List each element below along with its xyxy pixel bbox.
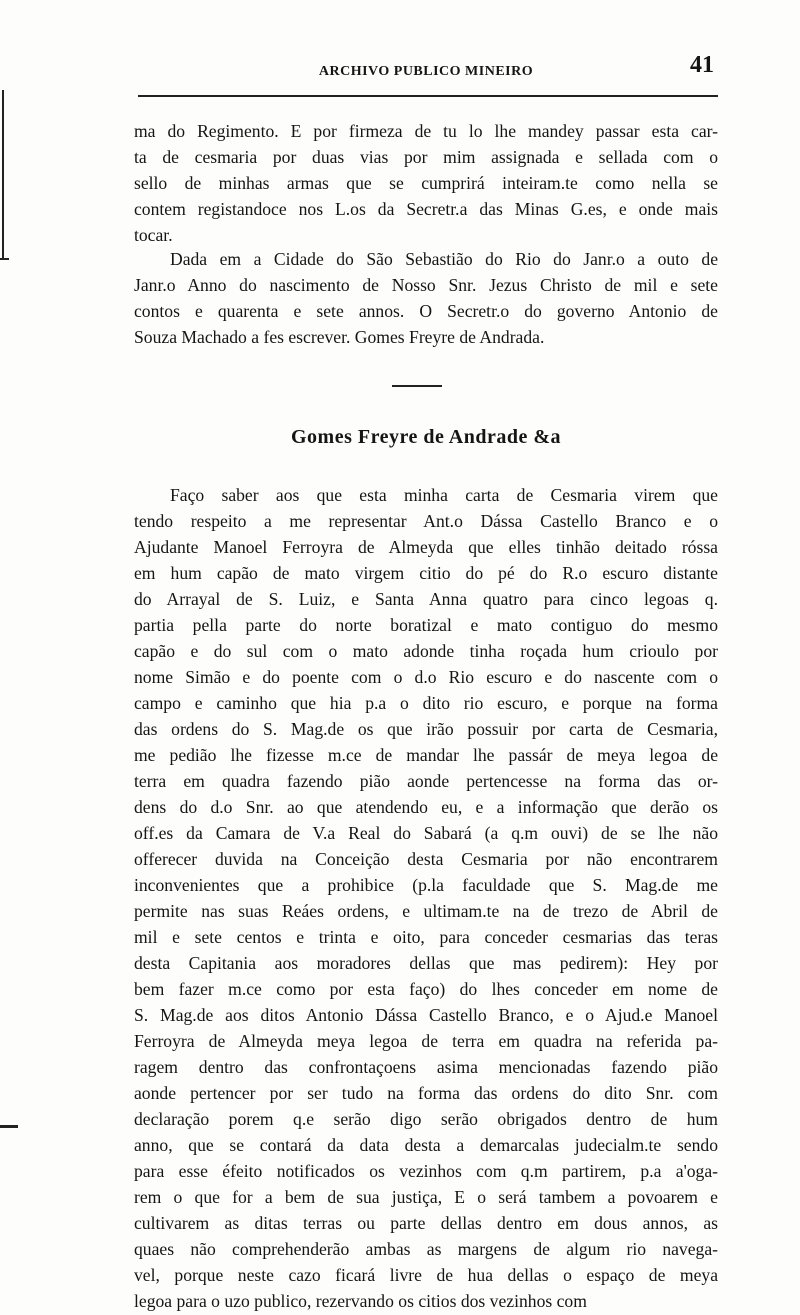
text-line: declaração porem q.e serão digo serão obrigados dentro de hum <box>134 1109 718 1129</box>
margin-tick <box>0 258 9 260</box>
text-line: tocar. <box>134 225 173 245</box>
text-line: rem o que for a bem de sua justiça, E o será tambem a povoarem e <box>134 1187 718 1207</box>
text-line: Dada em a Cidade do São Sebastião do Rio do Janr.o a outo de <box>170 249 718 269</box>
text-line: dens do d.o Snr. ao que atendendo eu, e a informação que derão os <box>134 797 718 817</box>
text-line: Faço saber aos que esta minha carta de Cesmaria virem que <box>170 485 718 505</box>
text-line: Ferroyra de Almeyda meya legoa de terra em quadra na referida pa- <box>134 1031 718 1051</box>
text-line: vel, porque neste cazo ficará livre de hua dellas o espaço de meya <box>134 1265 718 1285</box>
text-line: anno, que se contará da data desta a demarcalas judecialm.te sendo <box>134 1135 718 1155</box>
paragraph-continuation <box>134 118 718 248</box>
text-line: campo e caminho que hia p.a o dito rio escuro, e porque na forma <box>134 693 718 713</box>
section-heading: Gomes Freyre de Andrade &a <box>290 426 561 448</box>
text-line: tendo respeito a me representar Ant.o Dássa Castello Branco e o <box>134 511 718 531</box>
section-separator <box>392 385 442 387</box>
paragraph-dating-clause <box>134 246 718 350</box>
text-line: Janr.o Anno do nascimento de Nosso Snr. Jezus Christo de mil e sete <box>134 275 718 295</box>
text-line: em hum capão de mato virgem citio do pé do R.o escuro distante <box>134 563 718 583</box>
text-line: bem fazer m.ce como por esta faço) do lhes conceder em nome de <box>134 979 718 999</box>
text-line: cultivarem as ditas terras ou parte dellas dentro em dous annos, as <box>134 1213 718 1233</box>
text-line: legoa para o uzo publico, rezervando os citios dos vezinhos com <box>134 1291 587 1311</box>
text-line: permite nas suas Reáes ordens, e ultimam.te na de trezo de Abril de <box>134 901 718 921</box>
margin-tick <box>0 1125 18 1128</box>
text-line: capão e do sul com o mato adonde tinha roçada hum crioulo por <box>134 641 718 661</box>
text-line: do Arrayal de S. Luiz, e Santa Anna quatro para cinco legoas q. <box>134 589 718 609</box>
text-line: S. Mag.de aos ditos Antonio Dássa Castello Branco, e o Ajud.e Manoel <box>134 1005 718 1025</box>
text-line: me pedião lhe fizesse m.ce de mandar lhe passár de meya legoa de <box>134 745 718 765</box>
text-line: contem registandoce nos L.os da Secretr.a das Minas G.es, e onde mais <box>134 199 718 219</box>
page-header <box>134 52 718 86</box>
text-line: ragem dentro das confrontaçoens asima mencionadas fazendo pião <box>134 1057 718 1077</box>
margin-line <box>2 90 4 260</box>
header-rule <box>138 95 718 97</box>
text-line: sello de minhas armas que se cumprirá inteiram.te como nella se <box>134 173 718 193</box>
text-line: aonde pertencer por ser tudo na forma das ordens do dito Snr. com <box>134 1083 718 1103</box>
text-line: inconvenientes que a prohibice (p.la faculdade que S. Mag.de me <box>134 875 718 895</box>
text-line: Souza Machado a fes escrever. Gomes Freyre de Andrada. <box>134 327 545 347</box>
text-line: partia pella parte do norte boratizal e mato contiguo do mesmo <box>134 615 718 635</box>
page-number: 41 <box>690 52 714 78</box>
text-line: das ordens do S. Mag.de os que irão possuir por carta de Cesmaria, <box>134 719 718 739</box>
text-line: mil e sete centos e trinta e oito, para conceder cesmarias das teras <box>134 927 718 947</box>
paragraph-sesmaria-grant <box>134 482 718 1314</box>
text-line: terra em quadra fazendo pião aonde pertencesse na forma das or- <box>134 771 718 791</box>
text-line: para esse éfeito notificados os vezinhos com q.m partirem, p.a a'oga- <box>134 1161 718 1181</box>
text-line: offerecer duvida na Conceição desta Cesmaria por não encontrarem <box>134 849 718 869</box>
text-line: off.es da Camara de V.a Real do Sabará (a q.m ouvi) de se lhe não <box>134 823 718 843</box>
text-line: nome Simão e do poente com o d.o Rio escuro e do nascente com o <box>134 667 718 687</box>
text-line: contos e quarenta e sete annos. O Secretr.o do governo Antonio de <box>134 301 718 321</box>
text-line: ma do Regimento. E por firmeza de tu lo lhe mandey passar esta car- <box>134 121 718 141</box>
text-line: desta Capitania aos moradores dellas que mas pedirem): Hey por <box>134 953 718 973</box>
text-line: Ajudante Manoel Ferroyra de Almeyda que elles tinhão deitado róssa <box>134 537 718 557</box>
running-title: ARCHIVO PUBLICO MINEIRO <box>318 64 534 79</box>
text-line: quaes não comprehenderão ambas as margens de algum rio navega- <box>134 1239 718 1259</box>
text-line: ta de cesmaria por duas vias por mim assignada e sellada com o <box>134 147 718 167</box>
